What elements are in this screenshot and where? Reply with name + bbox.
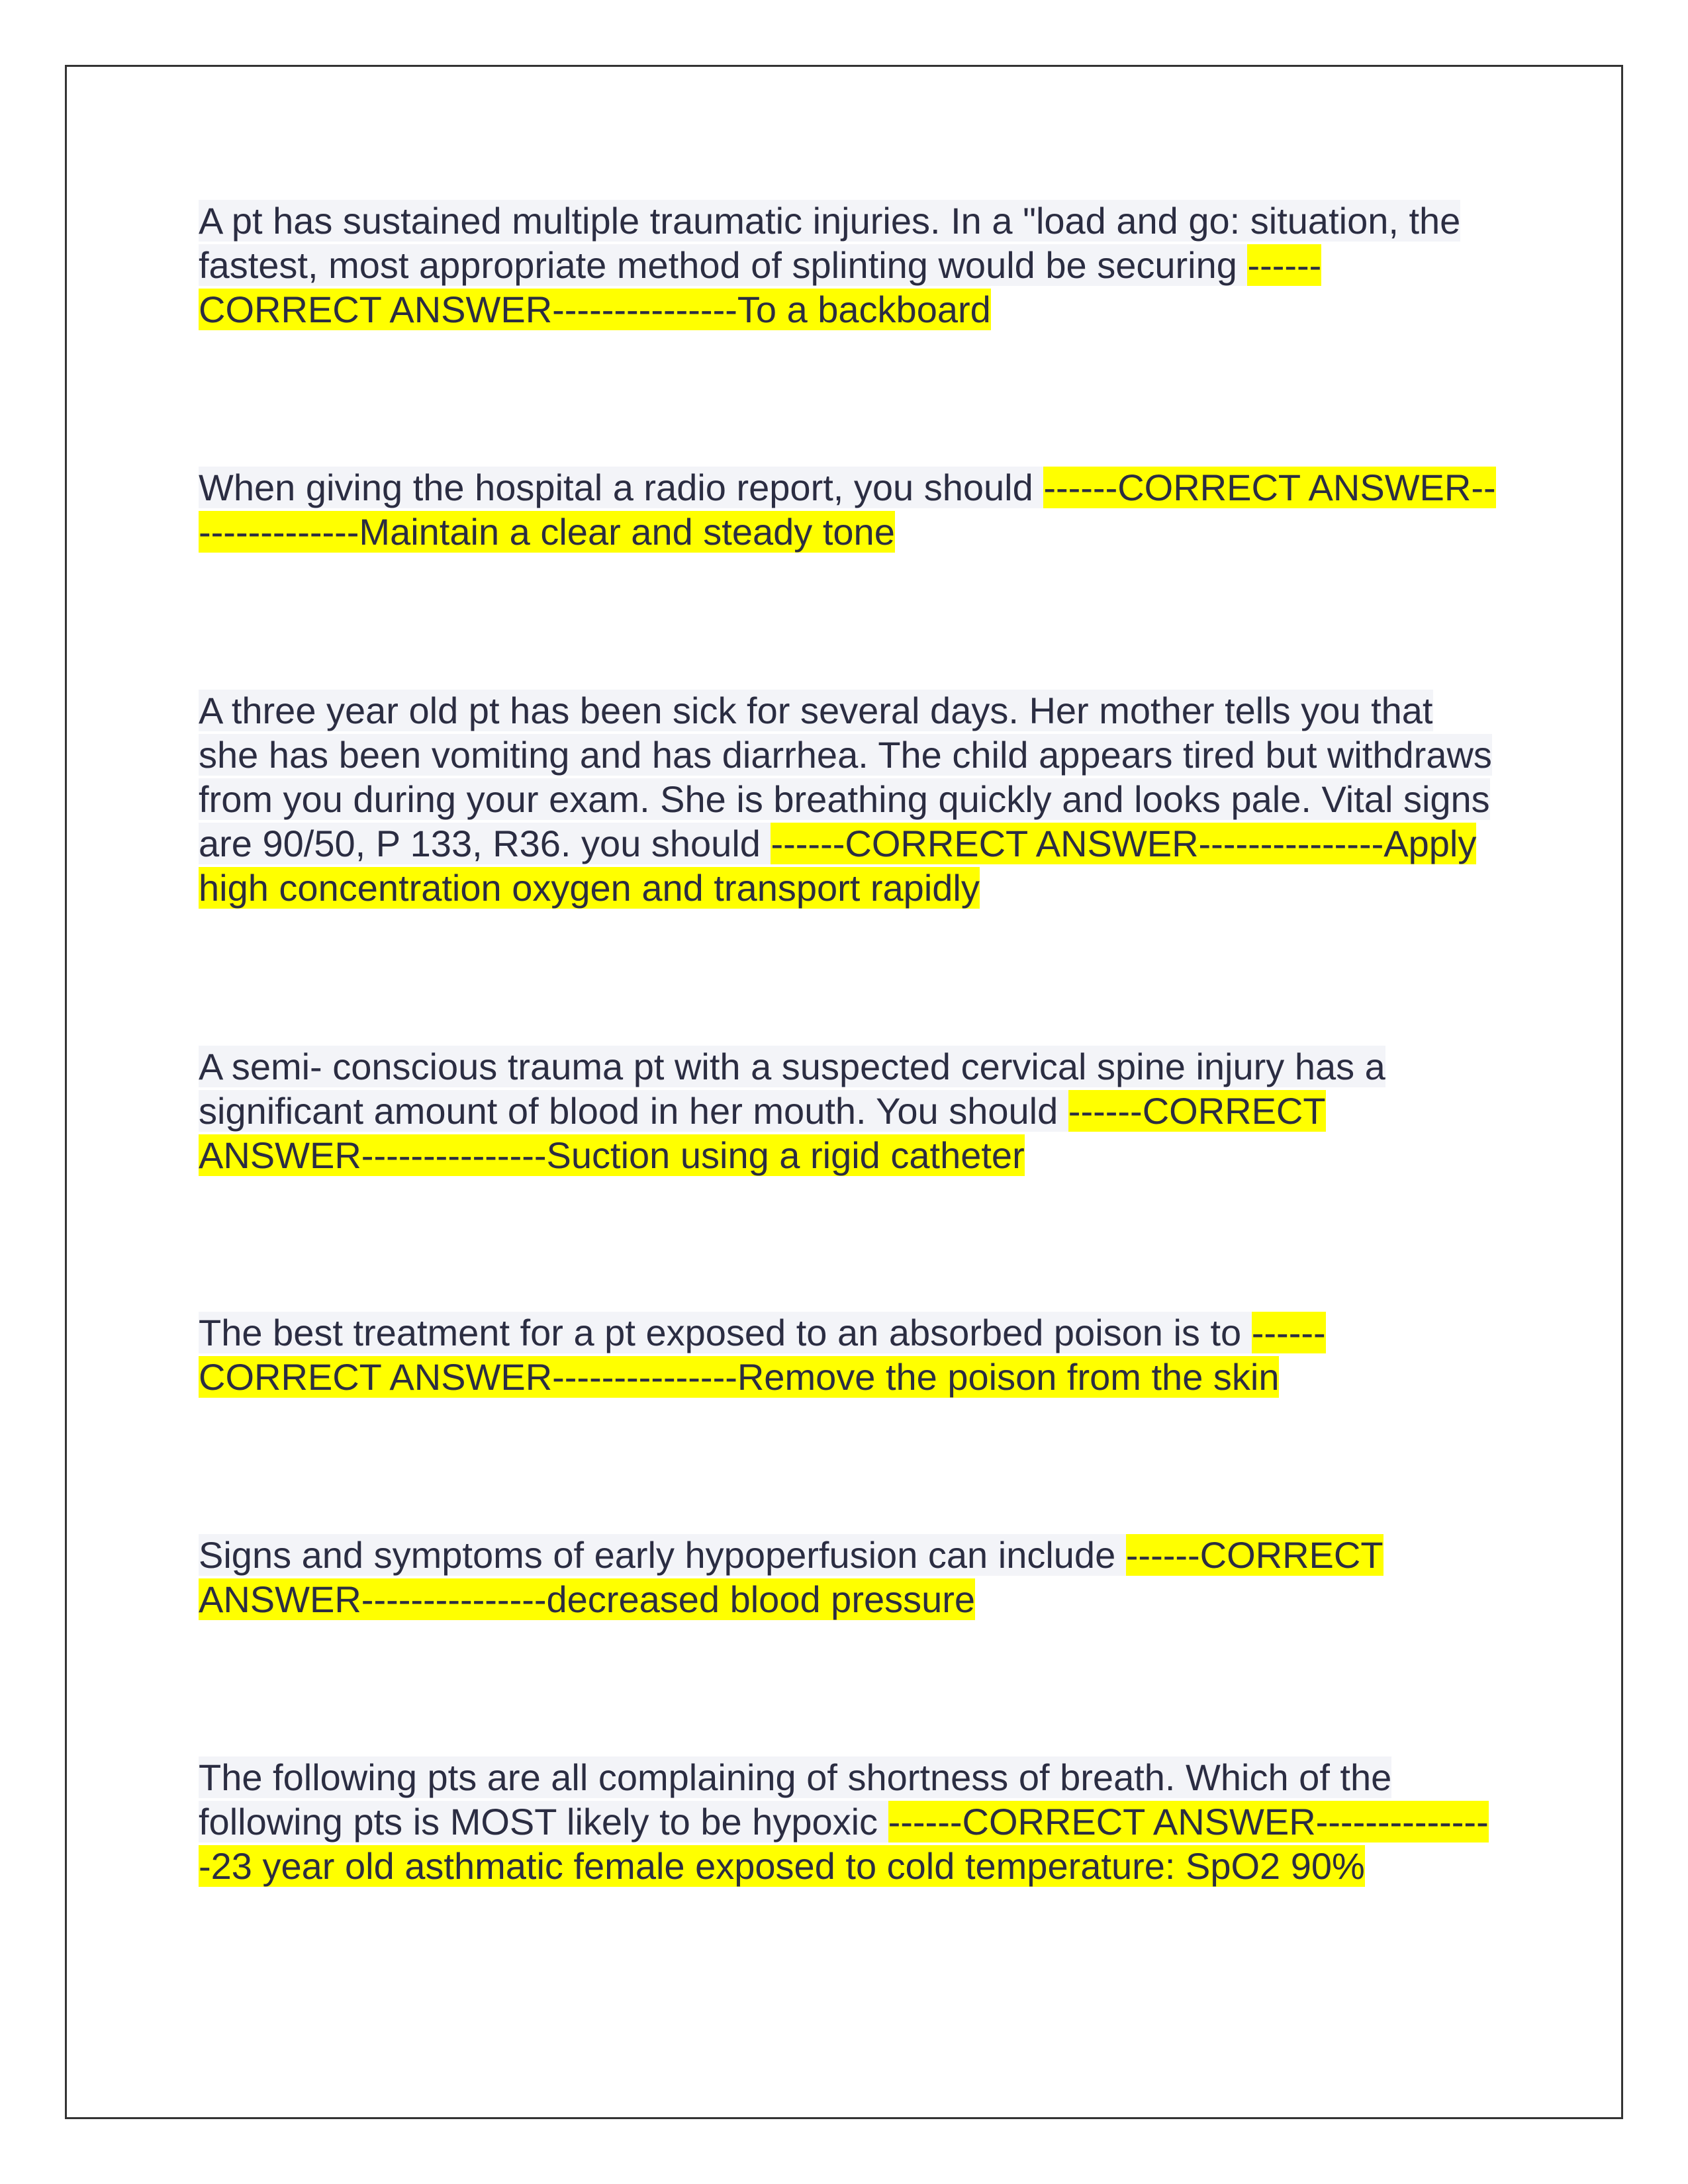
correct-answer-highlight: ------CORRECT ANSWER---------------To a backboard (199, 244, 1322, 330)
qa-item-4 (199, 1044, 1496, 1177)
correct-answer-highlight: ------CORRECT ANSWER---------------Suction using a rigid catheter (199, 1090, 1326, 1176)
question-text: Signs and symptoms of early hypoperfusion can include (199, 1534, 1126, 1576)
correct-answer-highlight: ------CORRECT ANSWER---------------Remove the poison from the skin (199, 1312, 1326, 1398)
correct-answer-highlight: ------CORRECT ANSWER---------------Apply high concentration oxygen and transport rapidly (199, 823, 1477, 909)
question-text: When giving the hospital a radio report, you should (199, 467, 1044, 508)
question-text: A semi- conscious trauma pt with a suspected cervical spine injury has a significant amount of blood in her mouth. You should (199, 1046, 1385, 1132)
correct-answer-highlight: ------CORRECT ANSWER---------------decreased blood pressure (199, 1534, 1383, 1620)
qa-item-1 (199, 199, 1496, 332)
qa-item-7 (199, 1755, 1496, 1888)
question-text: The best treatment for a pt exposed to an absorbed poison is to (199, 1312, 1252, 1353)
qa-item-3 (199, 688, 1496, 910)
question-text: A pt has sustained multiple traumatic injuries. In a "load and go: situation, the fastest, most appropriate method of splinting would be securing (199, 200, 1461, 286)
qa-item-5 (199, 1310, 1496, 1399)
question-text: A three year old pt has been sick for several days. Her mother tells you that she has been vomiting and has diarrhea. The child appears tired but withdraws from you during your exam. She is breathing quickly and looks pale. Vital signs are 90/50, P 133, R36. you should (199, 690, 1492, 864)
correct-answer-highlight: ------CORRECT ANSWER---------------23 year old asthmatic female exposed to cold temperature: SpO2 90% (199, 1801, 1489, 1887)
qa-item-2 (199, 465, 1496, 554)
question-text: The following pts are all complaining of shortness of breath. Which of the following pts is MOST likely to be hypoxic (199, 1756, 1392, 1843)
qa-item-6 (199, 1533, 1496, 1621)
correct-answer-highlight: ------CORRECT ANSWER---------------Maintain a clear and steady tone (199, 467, 1496, 553)
